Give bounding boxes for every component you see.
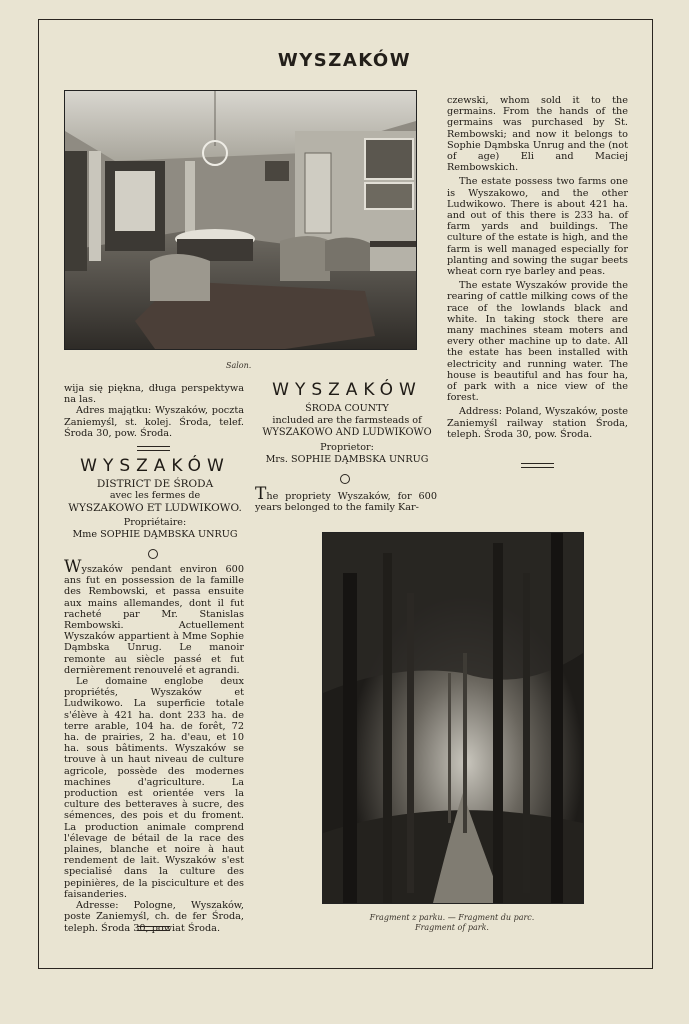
polish-text	[64, 383, 244, 439]
french-farms: WYSZAKOWO ET LUDWIKOWO.	[68, 502, 242, 514]
english-text-start	[255, 484, 437, 514]
ornament-circle	[340, 474, 350, 484]
french-address: Adresse: Pologne, Wyszaków, poste Zaniemyśl, ch. de fer Środa, teleph. Środa 30, powiat Środa.	[64, 900, 244, 934]
english-heading: WYSZAKÓW	[272, 380, 422, 400]
english-farms: WYSZAKOWO AND LUDWIKOWO	[262, 427, 432, 438]
divider	[521, 463, 554, 468]
english-owner: Mrs. SOPHIE DĄMBSKA UNRUG	[265, 454, 429, 465]
english-included: included are the farmsteads of	[272, 415, 422, 426]
english-county	[252, 403, 442, 466]
park-caption-line2: Fragment of park.	[415, 922, 489, 932]
polish-paragraph-1: wija się piękna, długa perspektywa na las.	[64, 383, 244, 406]
polish-address: Adres majątku: Wyszaków, poczta Zaniemyśl, st. kolej. Środa, telef. Środa 30, pow. Środa.	[64, 405, 244, 439]
divider	[137, 926, 170, 931]
english-paragraph-1: czewski, whom sold it to the germains. From the hands of the germains was purchased by St. Rembowski; and now it belongs to Sophie Dąmbska Unrug and the (not of age) Eli and Maciej Rembowskich.	[447, 95, 628, 174]
french-dropcap: W	[64, 557, 82, 577]
park-caption	[322, 913, 582, 932]
english-dropcap: T	[255, 484, 267, 504]
ornament-circle	[148, 549, 158, 559]
english-paragraph-1-start: The propriety Wyszaków, for 600 years belonged to the family Kar-	[255, 484, 437, 514]
french-avec: avec les fermes de	[109, 490, 201, 501]
english-address: Address: Poland, Wyszaków, poste Zaniemyśl railway station Środa, teleph. Środa 30, pow. Środa.	[447, 406, 628, 440]
park-caption-line1: Fragment z parku. — Fragment du parc.	[369, 913, 535, 922]
page-title: WYSZAKÓW	[277, 50, 412, 71]
french-paragraph-1-text: yszaków pendant environ 600 ans fut en possession de la famille des Rembowski, et passa ensuite aux mains allemandes, dont il fut racheté par Mr. Stanislas Rembowski. Actuellement Wyszaków appartient à Mme Sophie Dąmbska Unrug. Le manoir remonte au siècle passé et fut dernièrement renouvelé et agrandi.	[64, 564, 244, 676]
french-paragraph-1	[64, 557, 244, 676]
english-paragraph-2: The estate possess two farms one is Wyszakowo, and the other Ludwikowo. There is about 421 ha. and out of this there is 233 ha. of farm yards and buildings. The culture of the estate is high, and the farm is well managed especially for planting and sowing the sugar beets wheat corn rye barley and peas.	[447, 176, 628, 278]
french-owner-label: Propriétaire:	[123, 517, 187, 528]
french-owner: Mme SOPHIE DĄMBSKA UNRUG	[72, 529, 238, 540]
divider	[137, 446, 170, 451]
park-forest-image	[323, 533, 583, 903]
salon-caption: Salon.	[226, 361, 252, 370]
english-owner-label: Proprietor:	[320, 442, 374, 453]
salon-photo	[64, 90, 417, 350]
english-county-name: ŚRODA COUNTY	[305, 403, 389, 414]
french-paragraph-2: Le domaine englobe deux propriétés, Wyszaków et Ludwikowo. La superficie totale s'élève à 421 ha. dont 233 ha. de terre arable, 104 ha. de forêt, 72 ha. de prairies, 2 ha. d'eau, et 10 ha. sous bâtiments. Wyszaków se trouve à un haut niveau de culture agricole, possède des modernes machines d'agriculture. La production est orientée vers la culture des betteraves à sucre, des sémences, des pois et du froment. La production animale comprend l'élevage de bétail de la race des plaines, blanche et noire à haut rendement de lait. Wyszaków s'est specialisé dans la culture des pepinières, de la pisciculture et des faisanderies.	[64, 676, 244, 900]
french-district-name: DISTRICT DE ŚRODA	[96, 478, 214, 490]
french-district	[60, 478, 250, 541]
salon-interior-image	[65, 91, 416, 349]
french-text	[64, 557, 244, 934]
english-paragraph-3: The estate Wyszaków provide the rearing of cattle milking cows of the race of the lowlands black and white. In taking stock there are many machines steam moters and every other machine up to date. All the estate has been installed with electricity and running water. The house is beautiful and has four ha, of park with a nice view of the forest.	[447, 280, 628, 404]
french-heading: WYSZAKÓW	[80, 456, 230, 476]
park-photo	[322, 532, 584, 904]
english-text	[447, 95, 628, 440]
